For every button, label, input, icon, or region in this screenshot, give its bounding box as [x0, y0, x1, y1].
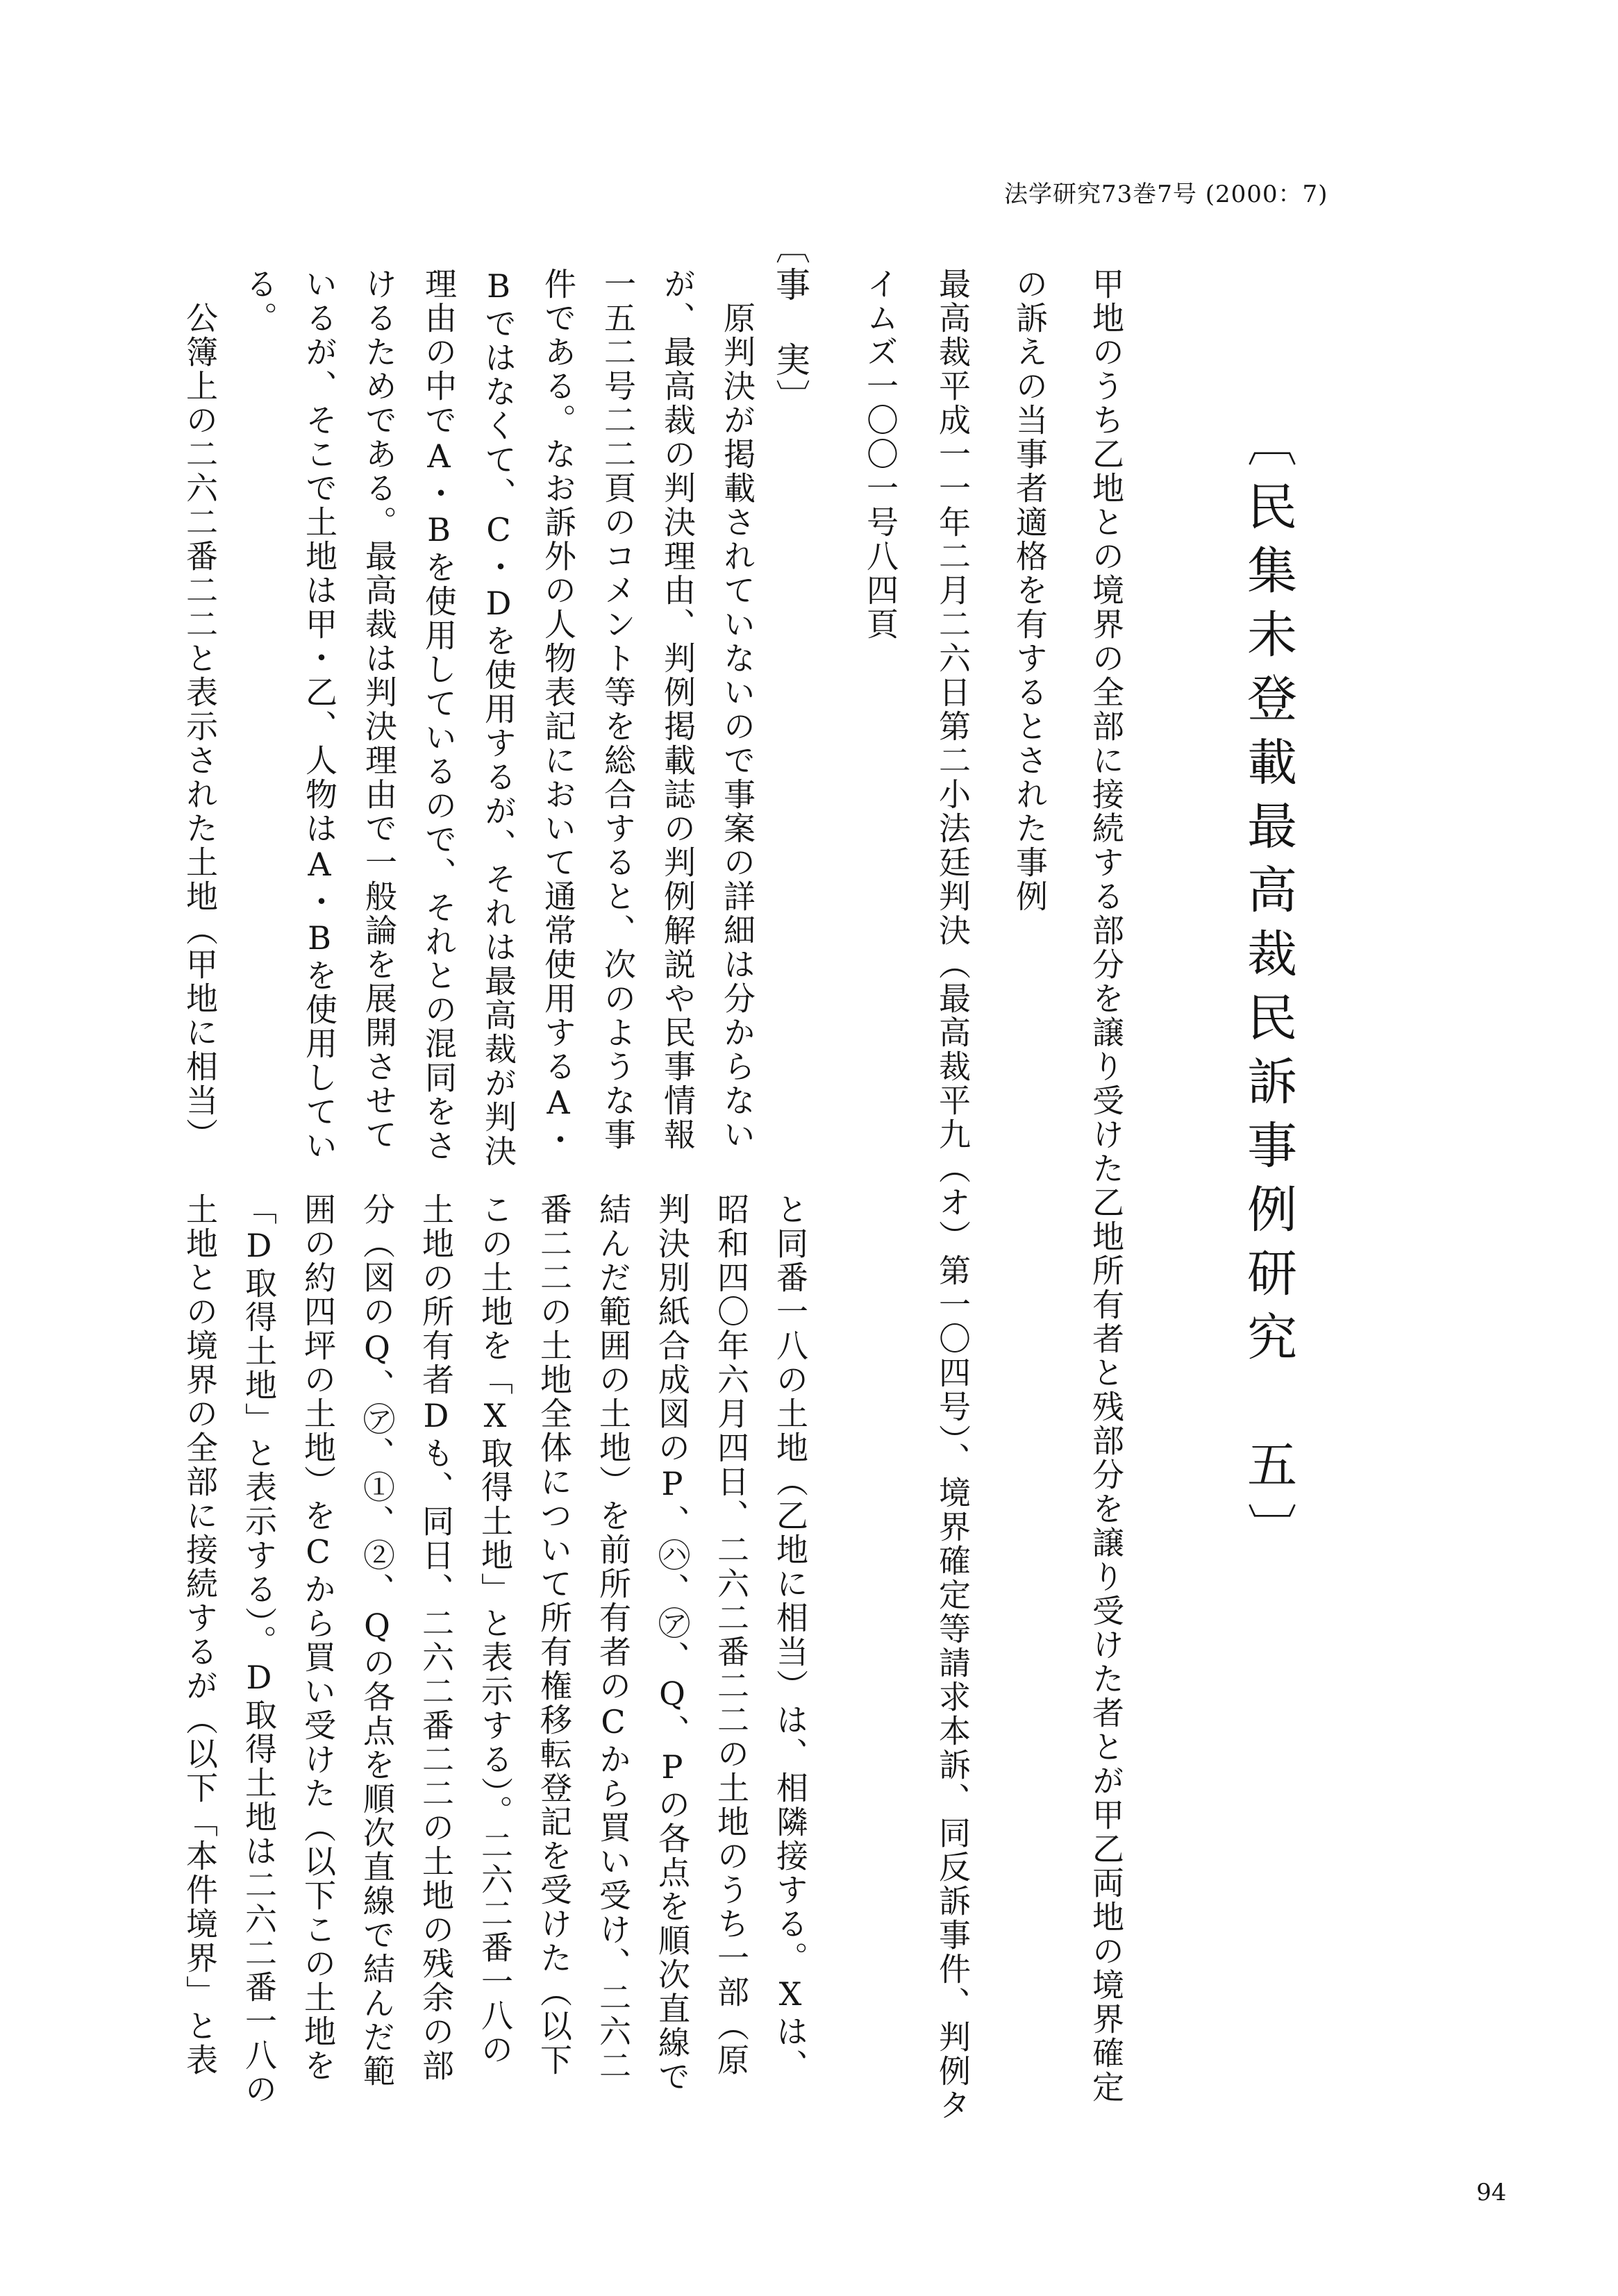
- facts-upper-column: 理由の中でA・Bを使用しているので、それとの混同をさ: [420, 267, 458, 1163]
- facts-lower-column: と同番一八の土地（乙地に相当）は、相隣接する。Xは、: [772, 1193, 809, 2083]
- facts-upper-column: る。: [241, 267, 278, 335]
- facts-lower-column: 昭和四〇年六月四日、二六二番二二の土地のうち一部（原: [712, 1193, 750, 2077]
- facts-upper-column: 一五二号二二頁のコメント等を総合すると、次のような事: [599, 267, 637, 1152]
- article-title: 〔民集未登載最高裁民訴事例研究 五〕: [1239, 417, 1297, 1566]
- facts-lower-column: 判決別紙合成図のP、㋩、㋐、Q、Pの各点を順次直線で: [653, 1193, 691, 2094]
- facts-lower-column: 土地の所有者Dも、同日、二六二番二二の土地の残余の部: [417, 1193, 455, 2083]
- facts-lower-column: 結んだ範囲の土地）を前所有者のCから買い受け、二六二: [594, 1193, 632, 2083]
- journal-header: 法学研究73巻7号 (2000：7): [1004, 181, 1328, 208]
- facts-upper-column: 原判決が掲載されていないので事案の詳細は分からない: [719, 267, 756, 1152]
- facts-upper-column: Bではなくて、C・Dを使用するが、それは最高裁が判決: [480, 267, 517, 1168]
- headnote-column: の訴えの当事者適格を有するとされた事例: [1011, 267, 1049, 914]
- facts-upper-column: けるためである。最高裁は判決理由で一般論を展開させて: [360, 267, 398, 1152]
- facts-upper-column: 公簿上の二六二番二二と表示された土地（甲地に相当）: [181, 267, 219, 1152]
- facts-lower-column: 土地との境界の全部に接続するが（以下「本件境界」と表: [181, 1193, 219, 2077]
- facts-lower-column: この土地を「X取得土地」と表示する）。二六二番一八の: [476, 1193, 514, 2067]
- headnote-column: 最高裁平成一一年二月二六日第二小法廷判決（最高裁平九（オ）第一〇四号）、境界確定等請求本訴、同反訴事件、判例タ: [934, 267, 971, 2122]
- headnote-column: 甲地のうち乙地との境界の全部に接続する部分を譲り受けた乙地所有者と残部分を譲り受けた者とが甲乙両地の境界確定: [1087, 267, 1125, 2104]
- facts-lower-column: 囲の約四坪の土地）をCから買い受けた（以下この土地を: [299, 1193, 337, 2083]
- headnote-column: イムズ一〇〇一号八四頁: [862, 267, 899, 642]
- facts-lower-column: 分（図のQ、㋐、①、②、Qの各点を順次直線で結んだ範: [358, 1193, 396, 2088]
- facts-section-heading: 〔事 実〕: [770, 229, 810, 417]
- facts-upper-column: が、最高裁の判決理由、判例掲載誌の判例解説や民事情報: [659, 267, 697, 1152]
- page-number: 94: [1476, 2179, 1507, 2206]
- facts-upper-column: 件である。なお訴外の人物表記において通常使用するA・: [540, 267, 577, 1157]
- facts-upper-column: いるが、そこで土地は甲・乙、人物はA・Bを使用してい: [301, 267, 338, 1163]
- facts-lower-column: 「D取得土地」と表示する）。D取得土地は二六二番一八の: [240, 1193, 278, 2106]
- facts-lower-column: 番二二の土地全体について所有権移転登記を受けた（以下: [535, 1193, 573, 2077]
